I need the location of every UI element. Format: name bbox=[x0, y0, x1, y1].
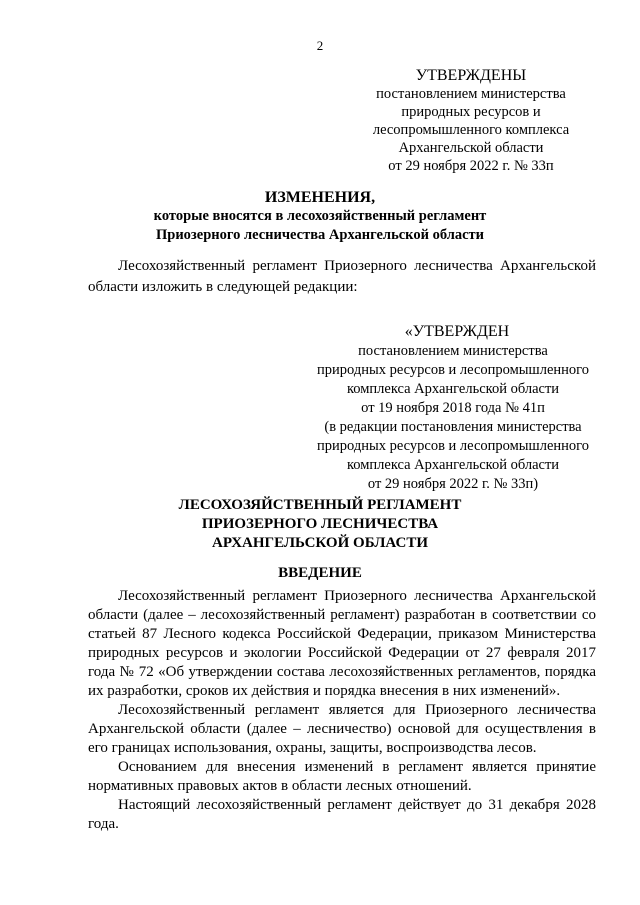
changes-heading bbox=[0, 188, 640, 245]
body-text bbox=[88, 587, 596, 834]
changes-subtitle-line: Приозерного лесничества Архангельской области bbox=[155, 227, 485, 243]
changes-title: ИЗМЕНЕНИЯ, bbox=[264, 189, 376, 206]
approval-line: (в редакции постановления министерства bbox=[324, 419, 582, 435]
approval-line: природных ресурсов и лесопромышленного bbox=[316, 438, 589, 454]
approval-stamp-top bbox=[353, 66, 589, 175]
section-heading: ВВЕДЕНИЕ bbox=[278, 565, 362, 581]
approval-line: природных ресурсов и bbox=[401, 104, 541, 120]
approval-line: комплекса Архангельской области bbox=[346, 381, 560, 397]
intro-paragraph: Лесохозяйственный регламент Приозерного лесничества Архангельской области изложить в следующей редакции: bbox=[88, 258, 596, 295]
regulation-title-line: АРХАНГЕЛЬСКОЙ ОБЛАСТИ bbox=[212, 535, 428, 551]
approval-line: лесопромышленного комплекса bbox=[372, 122, 570, 138]
body-paragraph: Лесохозяйственный регламент Приозерного лесничества Архангельской области (далее – лесохозяйственный регламент) разработан в соответствии со статьей 87 Лесного кодекса Российской Федерации, приказом Министерства природных ресурсов и экологии Российской Федерации от 27 февраля 2017 года № 72 «Об утверждении состава лесохозяйственных регламентов, порядка их разработки, сроков их действия и порядка внесения в них изменений». bbox=[88, 588, 596, 699]
body-paragraph: Настоящий лесохозяйственный регламент действует до 31 декабря 2028 года. bbox=[88, 797, 596, 832]
approval-heading: «УТВЕРЖДЕН bbox=[404, 323, 510, 340]
regulation-title-line: ЛЕСОХОЗЯЙСТВЕННЫЙ РЕГЛАМЕНТ bbox=[178, 497, 462, 513]
approval-line: от 29 ноября 2022 г. № 33п bbox=[388, 158, 554, 174]
body-paragraph: Лесохозяйственный регламент является для Приозерного лесничества Архангельской области (далее – лесничество) основой для осуществления в его границах использования, охраны, защиты, воспроизводства лесов. bbox=[88, 702, 596, 756]
page-number: 2 bbox=[316, 38, 324, 53]
approval-line: природных ресурсов и лесопромышленного bbox=[316, 362, 589, 378]
approval-heading: УТВЕРЖДЕНЫ bbox=[415, 67, 527, 84]
approval-line: постановлением министерства bbox=[376, 86, 566, 102]
approval-line: от 29 ноября 2022 г. № 33п) bbox=[367, 476, 539, 492]
approval-line: от 19 ноября 2018 года № 41п bbox=[361, 400, 545, 416]
body-paragraph: Основанием для внесения изменений в регламент является принятие нормативных правовых актов в области лесных отношений. bbox=[88, 759, 596, 794]
regulation-title-line: ПРИОЗЕРНОГО ЛЕСНИЧЕСТВА bbox=[201, 516, 439, 532]
approval-line: Архангельской области bbox=[398, 140, 544, 156]
approval-line: комплекса Архангельской области bbox=[346, 457, 560, 473]
regulation-title bbox=[0, 496, 640, 553]
approval-stamp-inner bbox=[305, 322, 601, 494]
changes-subtitle-line: которые вносятся в лесохозяйственный регламент bbox=[153, 208, 487, 224]
approval-line: постановлением министерства bbox=[358, 343, 548, 359]
